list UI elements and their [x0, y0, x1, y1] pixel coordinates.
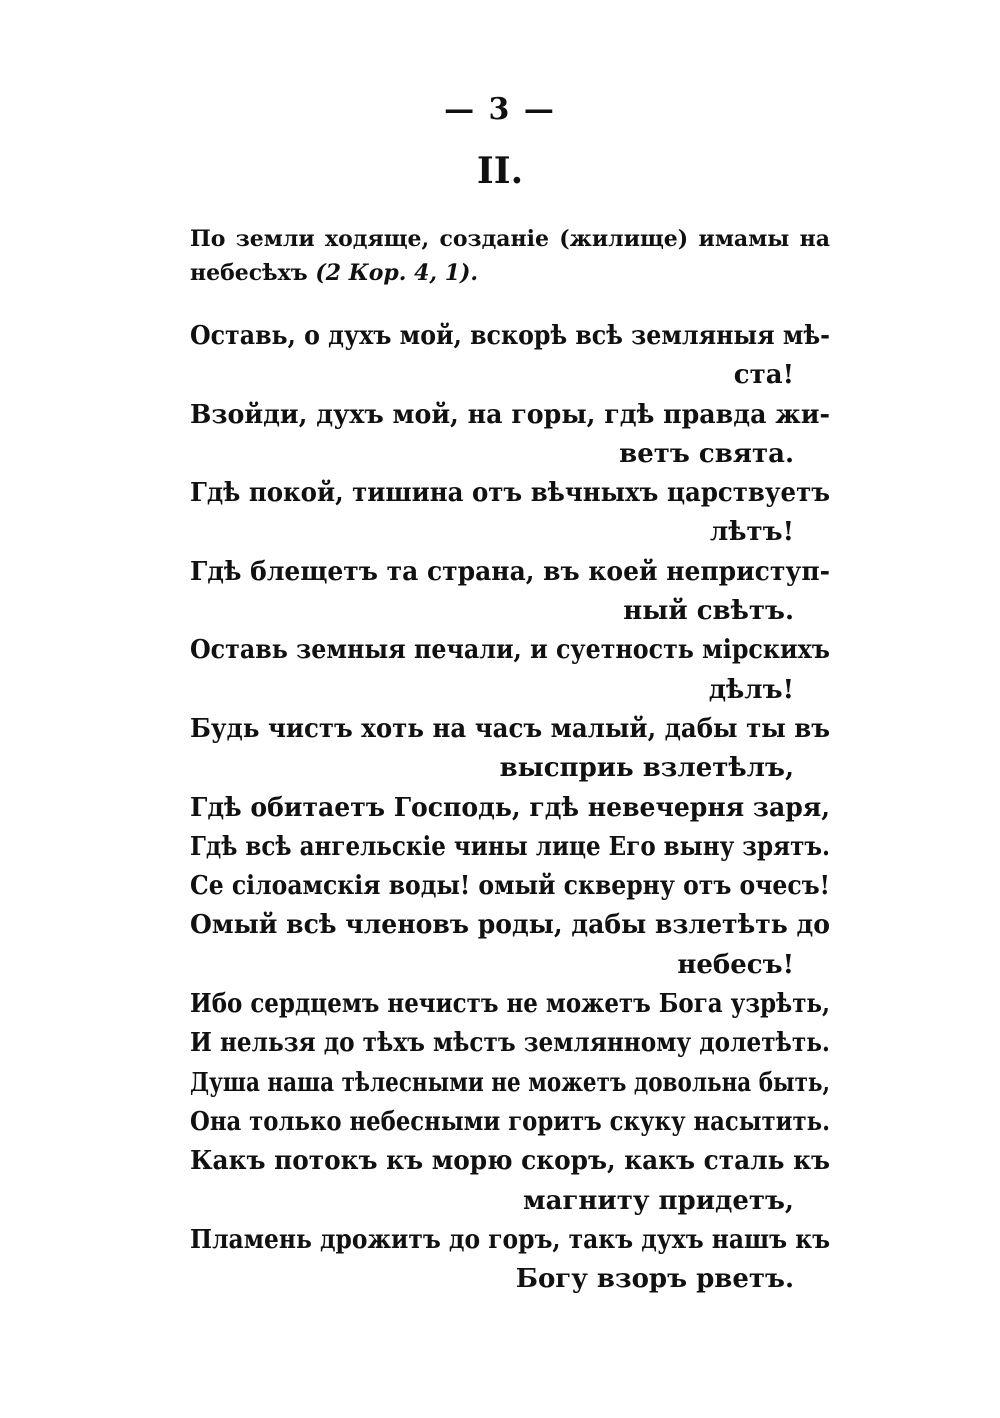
poem-line: Она только небесными горитъ скуку насытить.: [190, 1106, 830, 1137]
poem-line: Будь чистъ хоть на часъ малый, дабы ты въ: [190, 713, 830, 744]
poem-line: Гдѣ всѣ ангельскіе чины лице Его выну зрятъ.: [190, 831, 830, 862]
poem-line: Гдѣ блещетъ та страна, въ коей неприступ-: [190, 556, 830, 587]
poem-line: Богу взоръ рветъ.: [515, 1264, 794, 1295]
poem-line: ный свѣтъ.: [623, 596, 794, 627]
poem-line: ветъ свята.: [619, 438, 794, 469]
poem-line: ста!: [733, 360, 794, 391]
section-numeral: II.: [476, 150, 524, 192]
poem-line: Взойди, духъ мой, на горы, гдѣ правда жи-: [190, 399, 830, 430]
poem-line: Гдѣ обитаетъ Господь, гдѣ невечерня заря,: [190, 792, 830, 823]
poem-line: лѣтъ!: [709, 517, 794, 548]
poem-body: [190, 317, 830, 1299]
epigraph-reference: (2 Кор. 4, 1).: [315, 260, 479, 286]
poem-line: Гдѣ покой, тишина отъ вѣчныхъ царствуетъ: [190, 478, 830, 509]
poem-line: Какъ потокъ къ морю скоръ, какъ сталь къ: [190, 1146, 830, 1177]
poem-line: Душа наша тѣлесными не можетъ довольна быть,: [190, 1067, 830, 1098]
page-number: — 3 —: [444, 92, 556, 127]
poem-line: Пламень дрожитъ до горъ, такъ духъ нашъ къ: [190, 1224, 830, 1255]
poem-line: И нельзя до тѣхъ мѣстъ землянному долетѣть.: [190, 1028, 830, 1059]
poem-line: высприь взлетѣлъ,: [499, 753, 794, 784]
poem-line: дѣлъ!: [708, 674, 794, 705]
epigraph: [190, 222, 830, 290]
poem-line: Омый всѣ членовъ роды, дабы взлетѣть до: [190, 910, 830, 941]
poem-line: Оставь земныя печали, и суетность мірскихъ: [190, 635, 830, 666]
poem-line: Се сілоамскія воды! омый скверну отъ очесъ!: [190, 871, 830, 902]
poem-line: магниту придетъ,: [523, 1185, 794, 1216]
poem-line: Оставь, о духъ мой, вскорѣ всѣ земляныя мѣ-: [190, 321, 830, 351]
poem-line: Ибо сердцемъ нечистъ не можетъ Бога узрѣть,: [190, 989, 830, 1020]
epigraph-text: По земли ходяще, созданіе (жилище) имамы на небесѣхъ: [190, 226, 830, 286]
poem-line: небесъ!: [677, 949, 794, 980]
